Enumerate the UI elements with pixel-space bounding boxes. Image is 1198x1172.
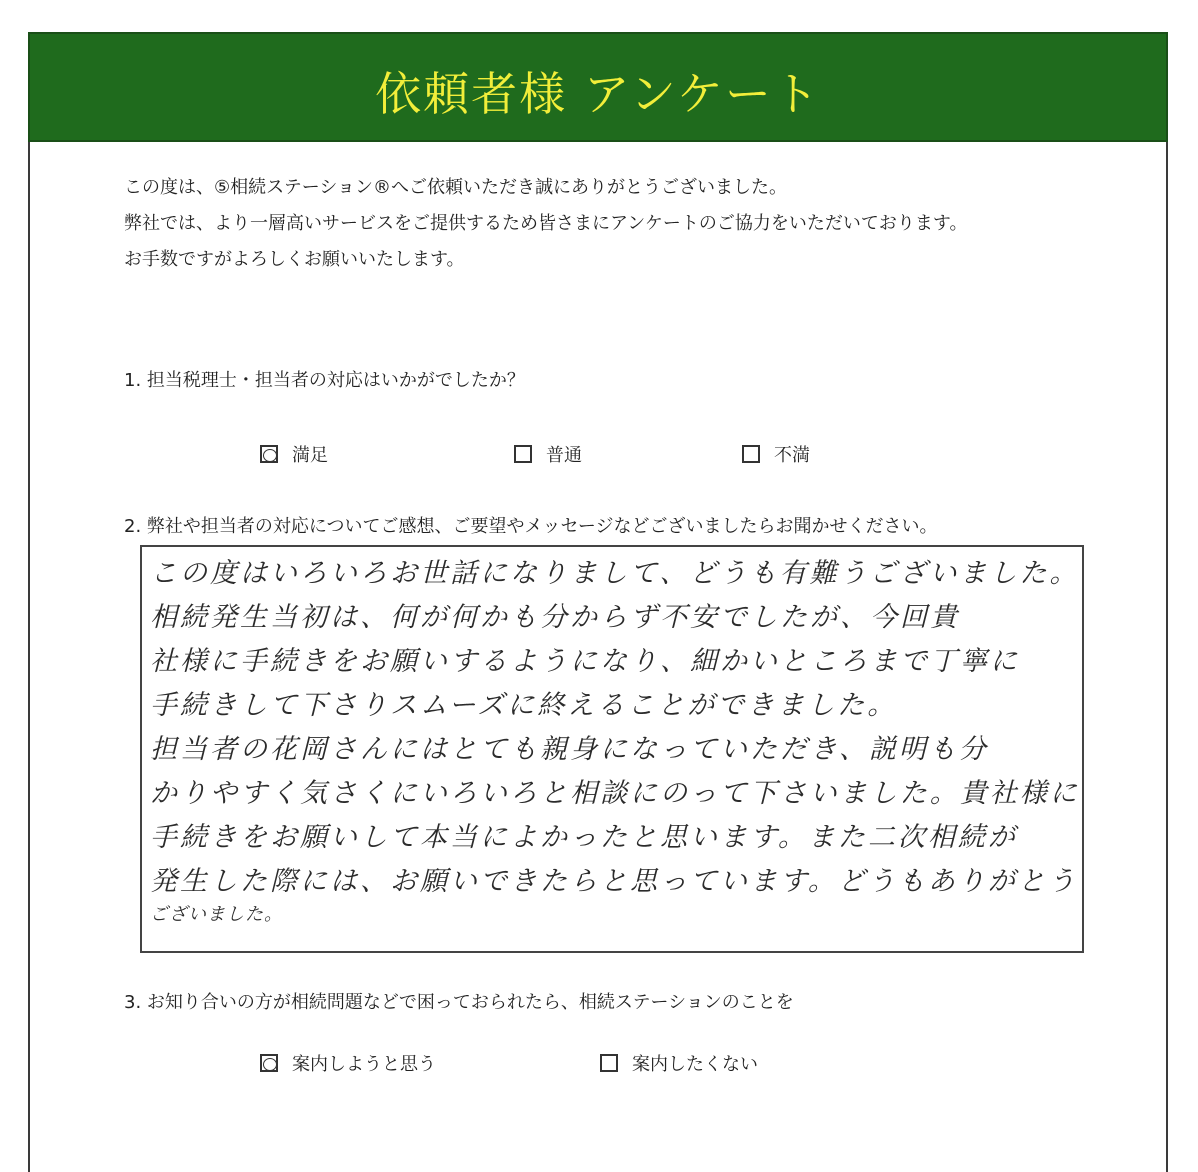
option-label: 案内しようと思う bbox=[292, 1054, 436, 1075]
intro-line: この度は、⑤相続ステーション®へご依頼いただき誠にありがとうございました。 bbox=[124, 177, 788, 198]
q1-option-normal[interactable] bbox=[514, 441, 582, 467]
answer-line: 担当者の花岡さんにはとても親身になっていただき、説明も分 bbox=[150, 734, 989, 765]
handwritten-answer bbox=[150, 552, 1080, 926]
checked-checkbox-icon[interactable] bbox=[260, 1054, 278, 1072]
question-2: 2. 弊社や担当者の対応についてご感想、ご要望やメッセージなどございましたらお聞かせください。 bbox=[124, 516, 938, 537]
answer-line: この度はいろいろお世話になりまして、どうも有難うございました。 bbox=[150, 558, 1080, 589]
q1-option-dissatisfied[interactable] bbox=[742, 441, 810, 467]
checked-checkbox-icon[interactable] bbox=[260, 445, 278, 463]
checkbox-icon[interactable] bbox=[600, 1054, 618, 1072]
option-label: 満足 bbox=[292, 445, 328, 466]
checkbox-icon[interactable] bbox=[742, 445, 760, 463]
checkbox-icon[interactable] bbox=[514, 445, 532, 463]
q3-option-not-recommend[interactable] bbox=[600, 1050, 758, 1076]
page-title: 依頼者様 アンケート bbox=[375, 67, 821, 121]
answer-line: 手続きして下さりスムーズに終えることができました。 bbox=[150, 690, 898, 721]
answer-line: 手続きをお願いして本当によかったと思います。また二次相続が bbox=[150, 822, 1018, 853]
answer-line: 発生した際には、お願いできたらと思っています。どうもありがとう bbox=[150, 866, 1078, 897]
option-label: 普通 bbox=[546, 445, 582, 466]
q1-option-satisfied[interactable] bbox=[260, 441, 328, 467]
answer-line: 社様に手続きをお願いするようになり、細かいところまで丁寧に bbox=[150, 646, 1020, 677]
option-label: 案内したくない bbox=[632, 1054, 758, 1075]
intro-line: お手数ですがよろしくお願いいたします。 bbox=[124, 249, 465, 270]
intro-line: 弊社では、より一層高いサービスをご提供するため皆さまにアンケートのご協力をいただいております。 bbox=[124, 213, 968, 234]
header-banner bbox=[28, 32, 1168, 142]
option-label: 不満 bbox=[774, 445, 810, 466]
answer-line: かりやすく気さくにいろいろと相談にのって下さいました。貴社様に bbox=[150, 778, 1080, 809]
answer-line: 相続発生当初は、何が何かも分からず不安でしたが、今回貴 bbox=[150, 602, 960, 633]
answer-line: ございました。 bbox=[150, 904, 283, 925]
question-1: 1. 担当税理士・担当者の対応はいかがでしたか？ bbox=[124, 370, 525, 391]
q3-option-recommend[interactable] bbox=[260, 1050, 436, 1076]
question-3: 3. お知り合いの方が相続問題などで困っておられたら、相続ステーションのことを bbox=[124, 992, 794, 1013]
intro-text bbox=[124, 170, 967, 278]
